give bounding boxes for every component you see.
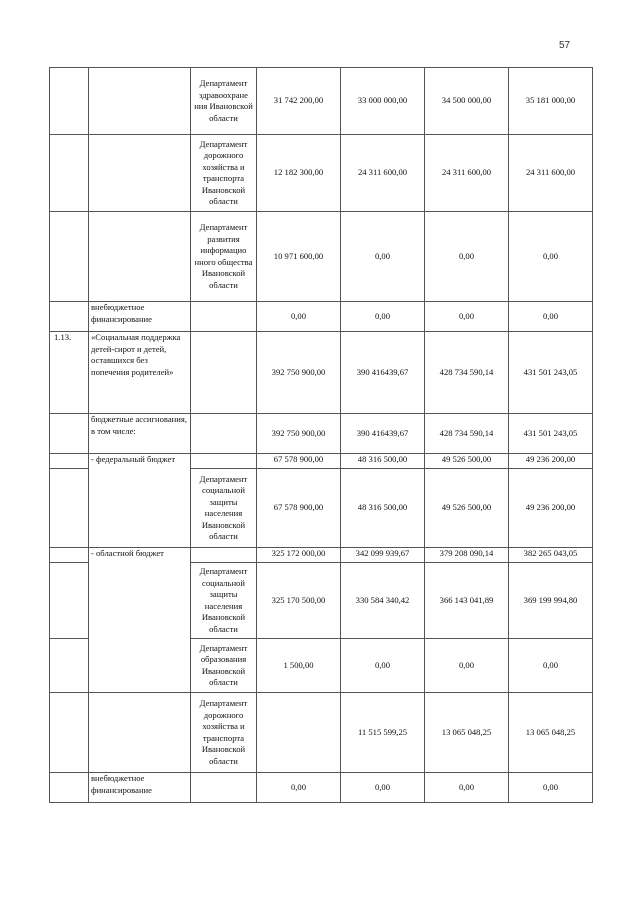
- value-cell: 12 182 300,00: [257, 135, 341, 212]
- code-cell: [50, 135, 89, 212]
- table-row: [50, 212, 593, 302]
- source-cell: «Социальная поддержка детей-сирот и детей, оставшихся без попечения родителей»: [89, 332, 191, 414]
- code-cell: 1.13.: [50, 332, 89, 414]
- value-cell: 392 750 900,00: [257, 332, 341, 414]
- value-cell: 325 172 000,00: [257, 548, 341, 563]
- value-cell: 49 236 200,00: [509, 454, 593, 469]
- executor-cell: [191, 773, 257, 803]
- table-row: [50, 693, 593, 773]
- value-cell: 67 578 900,00: [257, 454, 341, 469]
- executor-cell: [191, 454, 257, 469]
- source-cell: внебюджетное финансирование: [89, 773, 191, 803]
- executor-cell: Департамент социальной защиты населения Ивановской области: [191, 563, 257, 639]
- value-cell: 431 501 243,05: [509, 414, 593, 454]
- source-cell: бюджетные ассигнования, в том числе:: [89, 414, 191, 454]
- executor-cell: [191, 332, 257, 414]
- value-cell: 35 181 000,00: [509, 68, 593, 135]
- code-cell: [50, 773, 89, 803]
- value-cell: 24 311 600,00: [341, 135, 425, 212]
- value-cell: 428 734 590,14: [425, 414, 509, 454]
- executor-cell: [191, 414, 257, 454]
- value-cell: 0,00: [425, 639, 509, 693]
- value-cell: 49 236 200,00: [509, 469, 593, 548]
- table-row: [50, 135, 593, 212]
- value-cell: 0,00: [509, 639, 593, 693]
- value-cell: 0,00: [257, 302, 341, 332]
- value-cell: 342 099 939,67: [341, 548, 425, 563]
- executor-cell: [191, 548, 257, 563]
- value-cell: 10 971 600,00: [257, 212, 341, 302]
- value-cell: 390 416439,67: [341, 332, 425, 414]
- value-cell: 13 065 048,25: [425, 693, 509, 773]
- table-row: [50, 454, 593, 469]
- value-cell: 67 578 900,00: [257, 469, 341, 548]
- code-cell: [50, 454, 89, 469]
- value-cell: [257, 693, 341, 773]
- executor-cell: [191, 302, 257, 332]
- executor-cell: Департамент дорожного хозяйства и транспорта Ивановской области: [191, 693, 257, 773]
- table-row: [50, 332, 593, 414]
- value-cell: 0,00: [425, 212, 509, 302]
- value-cell: 382 265 043,05: [509, 548, 593, 563]
- code-cell: [50, 469, 89, 548]
- value-cell: 49 526 500,00: [425, 469, 509, 548]
- executor-cell: Департамент социальной защиты населения Ивановской области: [191, 469, 257, 548]
- value-cell: 48 316 500,00: [341, 469, 425, 548]
- executor-cell: Департамент здравоохране ния Ивановской области: [191, 68, 257, 135]
- value-cell: 0,00: [341, 302, 425, 332]
- executor-cell: Департамент дорожного хозяйства и транспорта Ивановской области: [191, 135, 257, 212]
- value-cell: 0,00: [509, 773, 593, 803]
- value-cell: 0,00: [425, 773, 509, 803]
- value-cell: 0,00: [341, 639, 425, 693]
- value-cell: 0,00: [509, 212, 593, 302]
- value-cell: 48 316 500,00: [341, 454, 425, 469]
- value-cell: 13 065 048,25: [509, 693, 593, 773]
- value-cell: 11 515 599,25: [341, 693, 425, 773]
- page-number: 57: [559, 40, 571, 51]
- code-cell: [50, 212, 89, 302]
- value-cell: 390 416439,67: [341, 414, 425, 454]
- source-cell: - областной бюджет: [89, 548, 191, 693]
- value-cell: 49 526 500,00: [425, 454, 509, 469]
- code-cell: [50, 639, 89, 693]
- budget-table: [49, 67, 593, 803]
- value-cell: 330 584 340,42: [341, 563, 425, 639]
- executor-cell: Департамент развития информацио нного общества Ивановской области: [191, 212, 257, 302]
- value-cell: 379 208 090,14: [425, 548, 509, 563]
- value-cell: 24 311 600,00: [425, 135, 509, 212]
- value-cell: 31 742 200,00: [257, 68, 341, 135]
- value-cell: 431 501 243,05: [509, 332, 593, 414]
- table-row: [50, 414, 593, 454]
- value-cell: 24 311 600,00: [509, 135, 593, 212]
- code-cell: [50, 302, 89, 332]
- source-cell: [89, 68, 191, 135]
- code-cell: [50, 68, 89, 135]
- code-cell: [50, 548, 89, 563]
- code-cell: [50, 693, 89, 773]
- source-cell: [89, 135, 191, 212]
- table-row: [50, 68, 593, 135]
- source-cell: внебюджетное финансирование: [89, 302, 191, 332]
- code-cell: [50, 414, 89, 454]
- value-cell: 0,00: [509, 302, 593, 332]
- value-cell: 392 750 900,00: [257, 414, 341, 454]
- value-cell: 0,00: [341, 212, 425, 302]
- source-cell: - федеральный бюджет: [89, 454, 191, 548]
- table-row: [50, 548, 593, 563]
- source-cell: [89, 212, 191, 302]
- value-cell: 366 143 041,89: [425, 563, 509, 639]
- value-cell: 34 500 000,00: [425, 68, 509, 135]
- source-cell: [89, 693, 191, 773]
- value-cell: 0,00: [425, 302, 509, 332]
- executor-cell: Департамент образования Ивановской области: [191, 639, 257, 693]
- value-cell: 1 500,00: [257, 639, 341, 693]
- value-cell: 428 734 590,14: [425, 332, 509, 414]
- table-row: [50, 302, 593, 332]
- value-cell: 33 000 000,00: [341, 68, 425, 135]
- value-cell: 369 199 994,80: [509, 563, 593, 639]
- table-row: [50, 773, 593, 803]
- code-cell: [50, 563, 89, 639]
- value-cell: 0,00: [341, 773, 425, 803]
- value-cell: 325 170 500,00: [257, 563, 341, 639]
- value-cell: 0,00: [257, 773, 341, 803]
